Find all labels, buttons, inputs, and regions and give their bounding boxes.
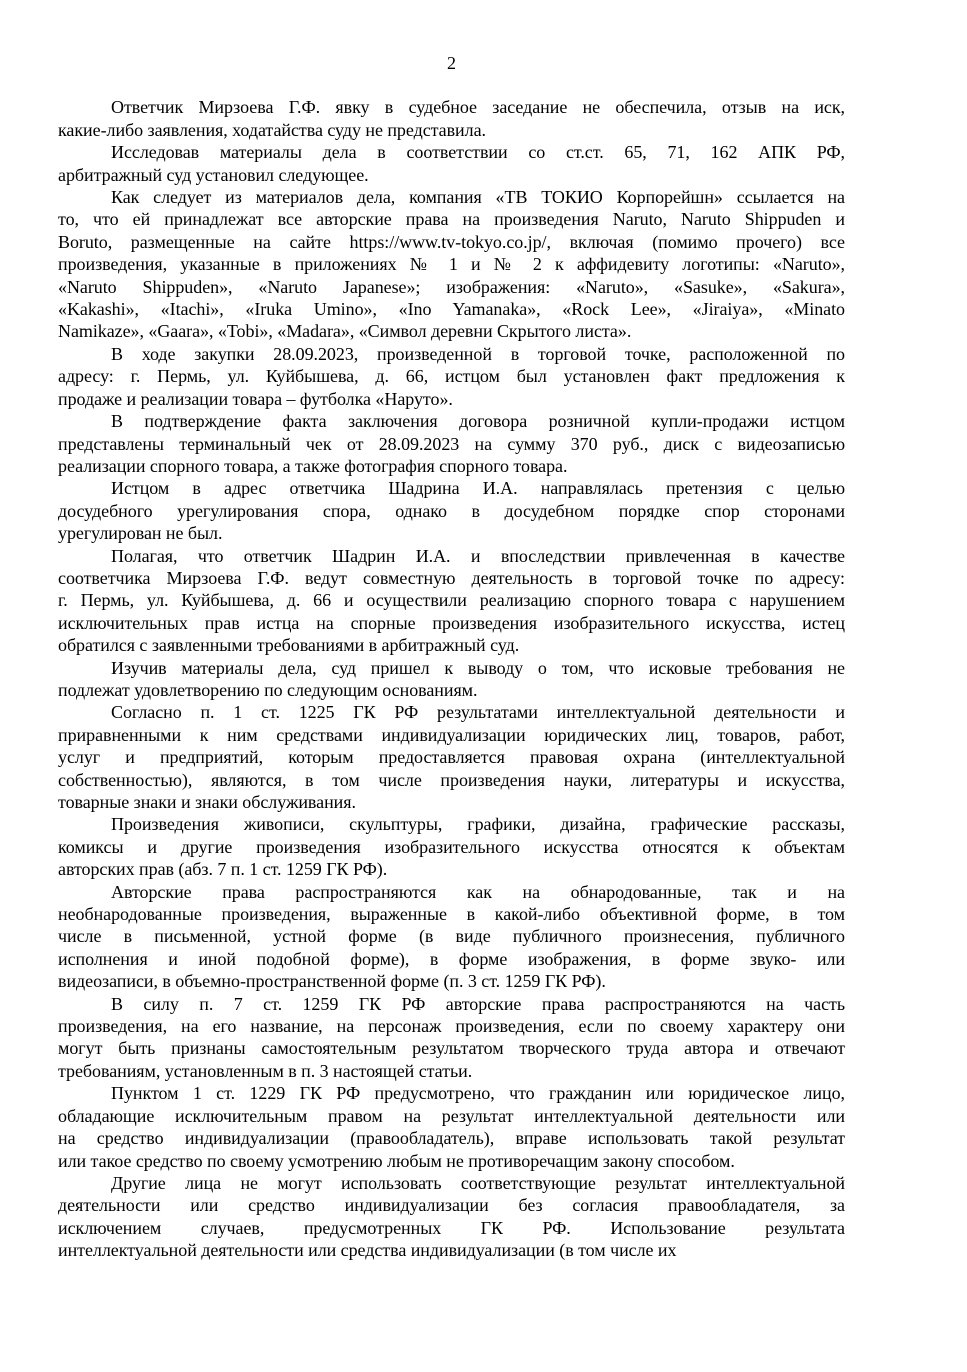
paragraph: [58, 813, 845, 880]
text-line: числе в письменной, устной форме (в виде публичного произнесения, публичного: [58, 926, 845, 947]
text-line: Boruto, размещенные на сайте https://www.tv-tokyo.co.jp/, включая (помимо прочего) все: [58, 231, 845, 252]
text-line: адресу: г. Пермь, ул. Куйбышева, д. 66, истцом был установлен факт предложения к: [58, 366, 845, 387]
text-line: соответчика Мирзоева Г.Ф. ведут совместную деятельность в торговой точке по адресу:: [58, 567, 845, 588]
text-line: представлены терминальный чек от 28.09.2023 на сумму 370 руб., диск с видеозаписью: [58, 433, 845, 454]
text-line: услуг и предприятий, которым предоставляется правовая охрана (интеллектуальной: [58, 747, 845, 768]
text-line: Полагая, что ответчик Шадрин И.А. и впоследствии привлеченная в качестве: [111, 545, 845, 566]
paragraph: [58, 1082, 845, 1172]
text-line: Авторские права распространяются как на обнародованные, так и на: [111, 881, 845, 902]
text-line: произведения, указанные в приложениях № 1 и № 2 к аффидевиту логотипы: «Naruto»,: [58, 254, 845, 275]
paragraph: [58, 343, 845, 410]
text-line: деятельности или средство индивидуализации без согласия правообладателя, за: [58, 1195, 845, 1216]
text-line: В силу п. 7 ст. 1259 ГК РФ авторские права распространяются на часть: [111, 993, 845, 1014]
text-line: товарные знаки и знаки обслуживания.: [58, 792, 356, 812]
text-line: исполнения и иной подобной форме), в форме изображения, в форме звуко- или: [58, 948, 845, 969]
text-line: приравненными к ним средствами индивидуализации юридических лиц, товаров, работ,: [58, 724, 845, 745]
paragraph: [58, 881, 845, 993]
text-line: на средство индивидуализации (правообладатель), вправе использовать такой результат: [58, 1128, 845, 1149]
text-line: требованиям, установленным в п. 3 настоящей статьи.: [58, 1060, 473, 1081]
text-line: интеллектуальной деятельности или средства индивидуализации (в том числе их: [58, 1240, 677, 1261]
paragraph: [58, 1172, 845, 1262]
paragraph: [58, 545, 845, 657]
text-line: обладающие исключительным правом на результат интеллектуальной деятельности или: [58, 1105, 845, 1126]
text-line: то, что ей принадлежат все авторские права на произведения Naruto, Naruto Shippuden и: [58, 209, 845, 230]
text-line: обратился с заявленными требованиями в арбитражный суд.: [58, 635, 520, 656]
text-line: «Naruto Shippuden», «Naruto Japanese»; изображения: «Naruto», «Sasuke», «Sakura»,: [58, 276, 845, 297]
text-line: В ходе закупки 28.09.2023, произведенной в торговой точке, расположенной по: [111, 343, 845, 364]
text-line: арбитражный суд установил следующее.: [58, 164, 369, 185]
text-line: «Kakashi», «Itachi», «Iruka Umino», «Ino Yamanaka», «Rock Lee», «Jiraiya», «Minato: [58, 299, 845, 320]
paragraph: [58, 701, 845, 813]
text-line: Как следует из материалов дела, компания «ТВ ТОКИО Корпорейшн» ссылается на: [111, 187, 845, 208]
text-line: произведения, на его название, на персонаж произведения, если по своему характеру они: [58, 1016, 845, 1037]
paragraph: [58, 477, 845, 544]
text-line: исключением случаев, предусмотренных ГК РФ. Использование результата: [58, 1217, 845, 1238]
text-line: видеозаписи, в объемно-пространственной форме (п. 3 ст. 1259 ГК РФ).: [58, 971, 606, 992]
text-line: продаже и реализации товара – футболка «Наруто».: [58, 388, 453, 409]
text-line: В подтверждение факта заключения договора розничной купли-продажи истцом: [111, 411, 845, 432]
text-line: Namikaze», «Gaara», «Tobi», «Madara», «Символ деревни Скрытого листа».: [58, 321, 632, 342]
paragraph: [58, 993, 845, 1083]
text-line: Произведения живописи, скульптуры, графики, дизайна, графические рассказы,: [111, 814, 845, 835]
paragraph: [58, 141, 845, 186]
text-line: необнародованные произведения, выраженные в какой-либо объективной форме, в том: [58, 904, 845, 925]
text-line: Исследовав материалы дела в соответствии со ст.ст. 65, 71, 162 АПК РФ,: [111, 142, 845, 163]
text-line: подлежат удовлетворению по следующим основаниям.: [58, 679, 478, 700]
text-line: г. Пермь, ул. Куйбышева, д. 66 и осуществили реализацию спорного товара с нарушением: [58, 590, 845, 611]
text-line: досудебного урегулирования спора, однако в досудебном порядке спор сторонами: [58, 500, 845, 521]
text-line: могут быть признаны самостоятельным результатом творческого труда автора и отвечают: [58, 1038, 845, 1059]
paragraph: [58, 410, 845, 477]
text-line: какие-либо заявления, ходатайства суду не представила.: [58, 119, 486, 140]
text-line: Истцом в адрес ответчика Шадрина И.А. направлялась претензия с целью: [111, 478, 845, 499]
paragraph: [58, 186, 845, 343]
text-line: собственностью), являются, в том числе произведения науки, литературы и искусства,: [58, 769, 845, 790]
page-number: 2: [447, 53, 456, 73]
text-line: авторских прав (абз. 7 п. 1 ст. 1259 ГК РФ).: [58, 859, 388, 880]
text-line: Ответчик Мирзоева Г.Ф. явку в судебное заседание не обеспечила, отзыв на иск,: [111, 97, 845, 118]
text-line: Изучив материалы дела, суд пришел к выводу о том, что исковые требования не: [111, 657, 845, 678]
text-line: или такое средство по своему усмотрению любым не противоречащим закону способом.: [58, 1150, 735, 1171]
text-line: Согласно п. 1 ст. 1225 ГК РФ результатами интеллектуальной деятельности и: [111, 702, 845, 723]
paragraph: [58, 96, 845, 141]
text-line: комиксы и другие произведения изобразительного искусства относятся к объектам: [58, 836, 845, 857]
paragraph: [58, 657, 845, 702]
text-line: исключительных прав истца на спорные произведения изобразительного искусства, истец: [58, 612, 845, 633]
document-page: [58, 0, 845, 1262]
text-line: реализации спорного товара, а также фотография спорного товара.: [58, 455, 568, 476]
text-line: Пунктом 1 ст. 1229 ГК РФ предусмотрено, что гражданин или юридическое лицо,: [111, 1083, 845, 1104]
text-line: урегулирован не был.: [58, 523, 223, 544]
document-body: [58, 96, 845, 1261]
text-line: Другие лица не могут использовать соответствующие результат интеллектуальной: [111, 1172, 845, 1193]
